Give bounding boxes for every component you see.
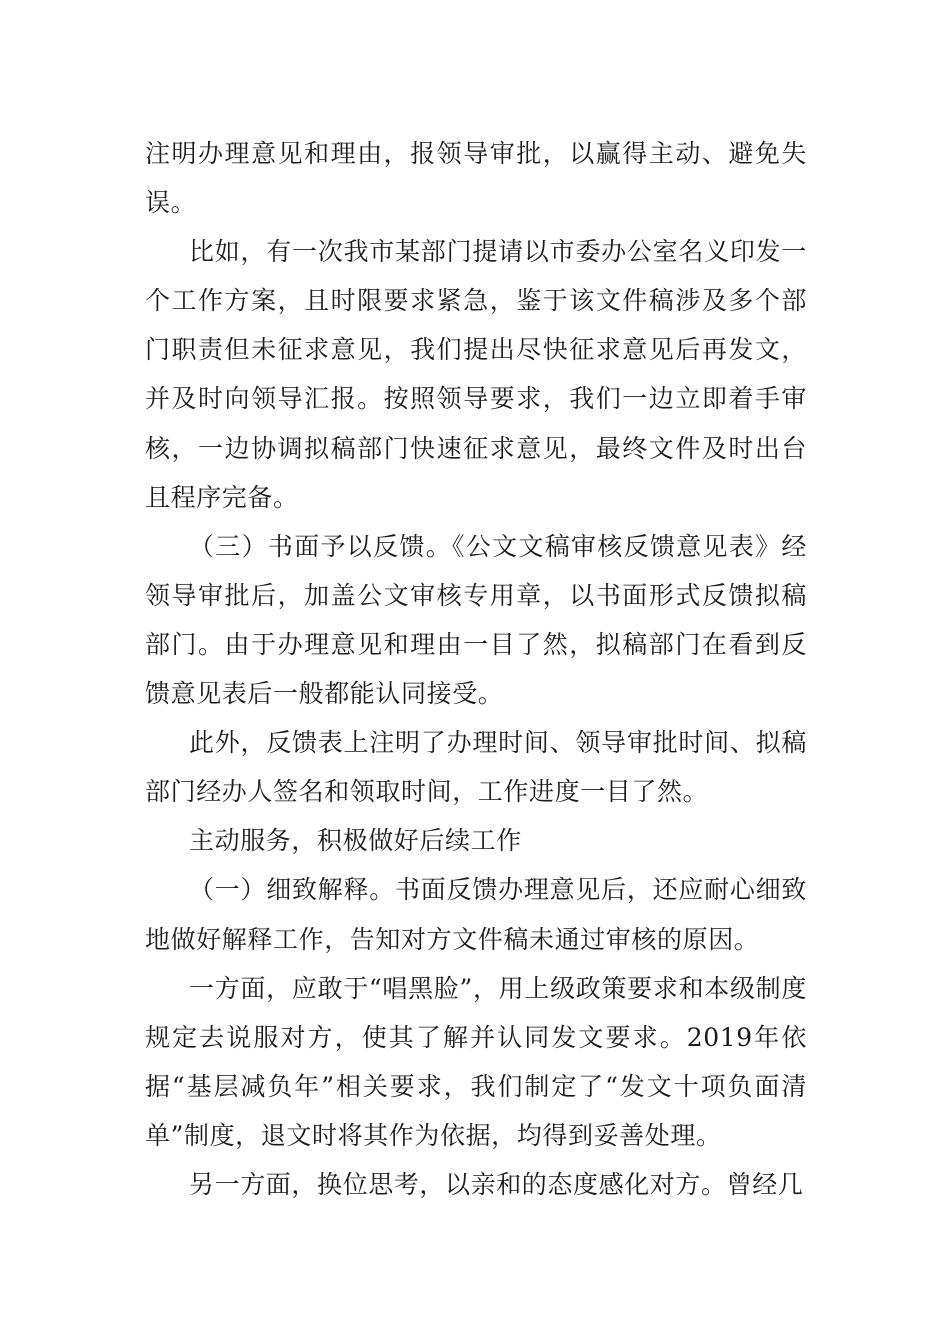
- paragraph-one-hand: 一方面，应敢于“唱黑脸”，用上级政策要求和本级制度规定去说服对方，使其了解并认同发文要求。2019年依据“基层减负年”相关要求，我们制定了“发文十项负面清单”制度，退文时将其作为依据，均得到妥善处理。: [145, 973, 807, 1150]
- paragraph-written-feedback: （三）书面予以反馈。《公文文稿审核反馈意见表》经领导审批后，加盖公文审核专用章，以书面形式反馈拟稿部门。由于办理意见和理由一目了然，拟稿部门在看到反馈意见表后一般都能认同接受。: [145, 531, 807, 709]
- section-heading-proactive-service: 主动服务，积极做好后续工作: [189, 826, 522, 856]
- paragraph-detailed-explanation: （一）细致解释。书面反馈办理意见后，还应耐心细致地做好解释工作，告知对方文件稿未通过审核的原因。: [145, 875, 807, 954]
- document-body: [145, 129, 807, 1209]
- paragraph-continuation: 注明办理意见和理由，报领导审批，以赢得主动、避免失误。: [145, 139, 807, 218]
- paragraph-other-hand: 另一方面，换位思考，以亲和的态度感化对方。曾经几: [189, 1169, 804, 1199]
- paragraph-example: 比如，有一次我市某部门提请以市委办公室名义印发一个工作方案，且时限要求紧急，鉴于该文件稿涉及多个部门职责但未征求意见，我们提出尽快征求意见后再发文，并及时向领导汇报。按照领导要求，我们一边立即着手审核，一边协调拟稿部门快速征求意见，最终文件及时出台且程序完备。: [145, 237, 807, 512]
- paragraph-feedback-form-details: 此外，反馈表上注明了办理时间、领导审批时间、拟稿部门经办人签名和领取时间，工作进度一目了然。: [145, 728, 807, 807]
